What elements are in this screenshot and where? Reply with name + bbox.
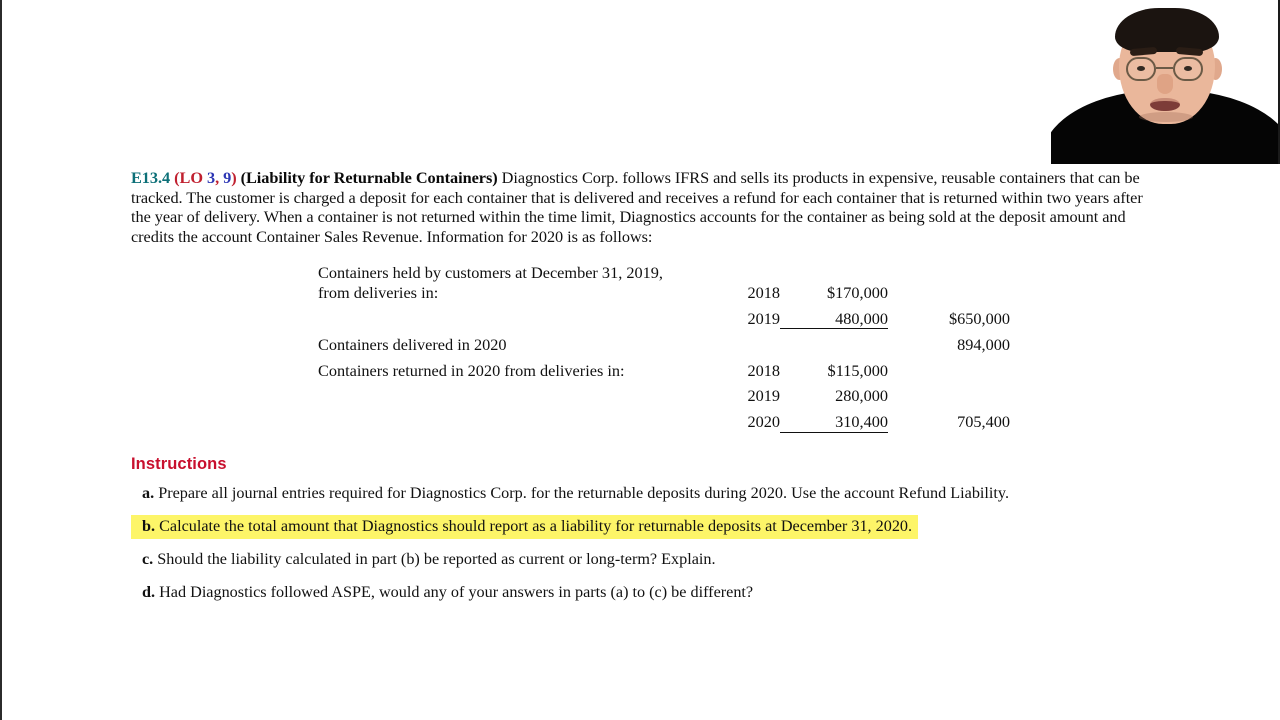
row-amount-subtotal: 480,000: [780, 309, 888, 329]
glasses-lens-left-icon: [1126, 57, 1156, 81]
row-total: 894,000: [957, 335, 1010, 355]
table-row: [318, 309, 1010, 329]
row-label: [318, 386, 718, 406]
exercise-number: E13.4: [131, 168, 171, 187]
lo-second-number: 9: [223, 168, 232, 187]
instruction-text: Calculate the total amount that Diagnostics should report as a liability for returnable deposits at December 31, 2020.: [159, 516, 913, 535]
row-total: $650,000: [948, 308, 1010, 328]
row-total: 705,400: [957, 411, 1010, 431]
presenter-chin-shadow: [1139, 112, 1193, 122]
exercise-title: (Liability for Returnable Containers): [240, 168, 498, 187]
row-total: [888, 361, 1010, 381]
instruction-item-a: [131, 482, 1155, 506]
table-row: [318, 386, 1010, 406]
row-year: 2018: [747, 360, 780, 380]
table-row: [318, 263, 1010, 283]
instruction-label: c.: [142, 549, 154, 568]
row-year: 2019: [747, 386, 780, 406]
instruction-label: d.: [142, 582, 156, 601]
exercise-body-text: Diagnostics Corp. follows IFRS and sells its products in expensive, reusable containers that can be tracked. The customer is charged a deposit for each container that is delivered and receives a refund for each container that is returned within two years after the year of delivery. When a container is not returned within the time limit, Diagnostics accounts for the container as being sold at the deposit amount and credits the account Container Sales Revenue. Information for 2020 is as follows:: [131, 168, 1143, 246]
row-label: from deliveries in:: [318, 282, 439, 302]
instruction-item-d: [131, 581, 1155, 605]
instruction-item-c: [131, 548, 1155, 572]
row-label: [318, 309, 718, 329]
lo-separator: ,: [215, 168, 220, 187]
table-row: [318, 361, 1010, 381]
row-total: [888, 283, 1010, 303]
row-year: 2019: [747, 308, 780, 328]
glasses-lens-right-icon: [1173, 57, 1203, 81]
table-row: [318, 283, 1010, 303]
row-year: [718, 335, 780, 355]
row-label: Containers held by customers at December 31, 2019,: [318, 263, 663, 283]
table-row: [318, 335, 1010, 355]
document-content: [131, 168, 1155, 614]
row-amount-subtotal: 310,400: [780, 412, 888, 432]
presenter-hair: [1115, 8, 1219, 52]
presenter-mouth: [1150, 98, 1180, 111]
row-amount: [780, 335, 888, 355]
row-year: 2018: [747, 282, 780, 302]
instruction-label: a.: [142, 483, 155, 502]
row-amount: $115,000: [827, 360, 888, 380]
instructions-heading: Instructions: [131, 454, 227, 473]
instructions-list: [131, 482, 1155, 605]
container-data-table: [318, 263, 1010, 432]
row-amount: $170,000: [826, 282, 888, 302]
instruction-text: Prepare all journal entries required for Diagnostics Corp. for the returnable deposits during 2020. Use the account Refund Liability.: [158, 483, 1009, 502]
row-label: Containers returned in 2020 from deliveries in:: [318, 360, 625, 380]
row-total: [888, 263, 1010, 283]
instruction-item-b-highlighted: [131, 515, 918, 539]
table-row: [318, 412, 1010, 432]
instruction-text: Had Diagnostics followed ASPE, would any of your answers in parts (a) to (c) be different?: [159, 582, 754, 601]
row-year: [718, 263, 780, 283]
lo-close-paren: ): [231, 168, 237, 187]
row-year: 2020: [747, 411, 780, 431]
exercise-paragraph: [131, 168, 1155, 246]
presenter-nose: [1157, 74, 1173, 94]
row-total: [888, 386, 1010, 406]
row-label: Containers delivered in 2020: [318, 335, 507, 355]
instruction-text: Should the liability calculated in part (b) be reported as current or long-term? Explain.: [157, 549, 716, 568]
glasses-bridge-icon: [1156, 67, 1173, 69]
lo-open-paren: (LO: [174, 168, 203, 187]
row-label: [318, 412, 718, 432]
row-amount: 280,000: [835, 386, 888, 406]
row-amount: [780, 263, 888, 283]
presenter-webcam-overlay: [1051, 0, 1280, 164]
lo-first-number: 3: [206, 168, 216, 187]
instruction-label: b.: [142, 516, 156, 535]
